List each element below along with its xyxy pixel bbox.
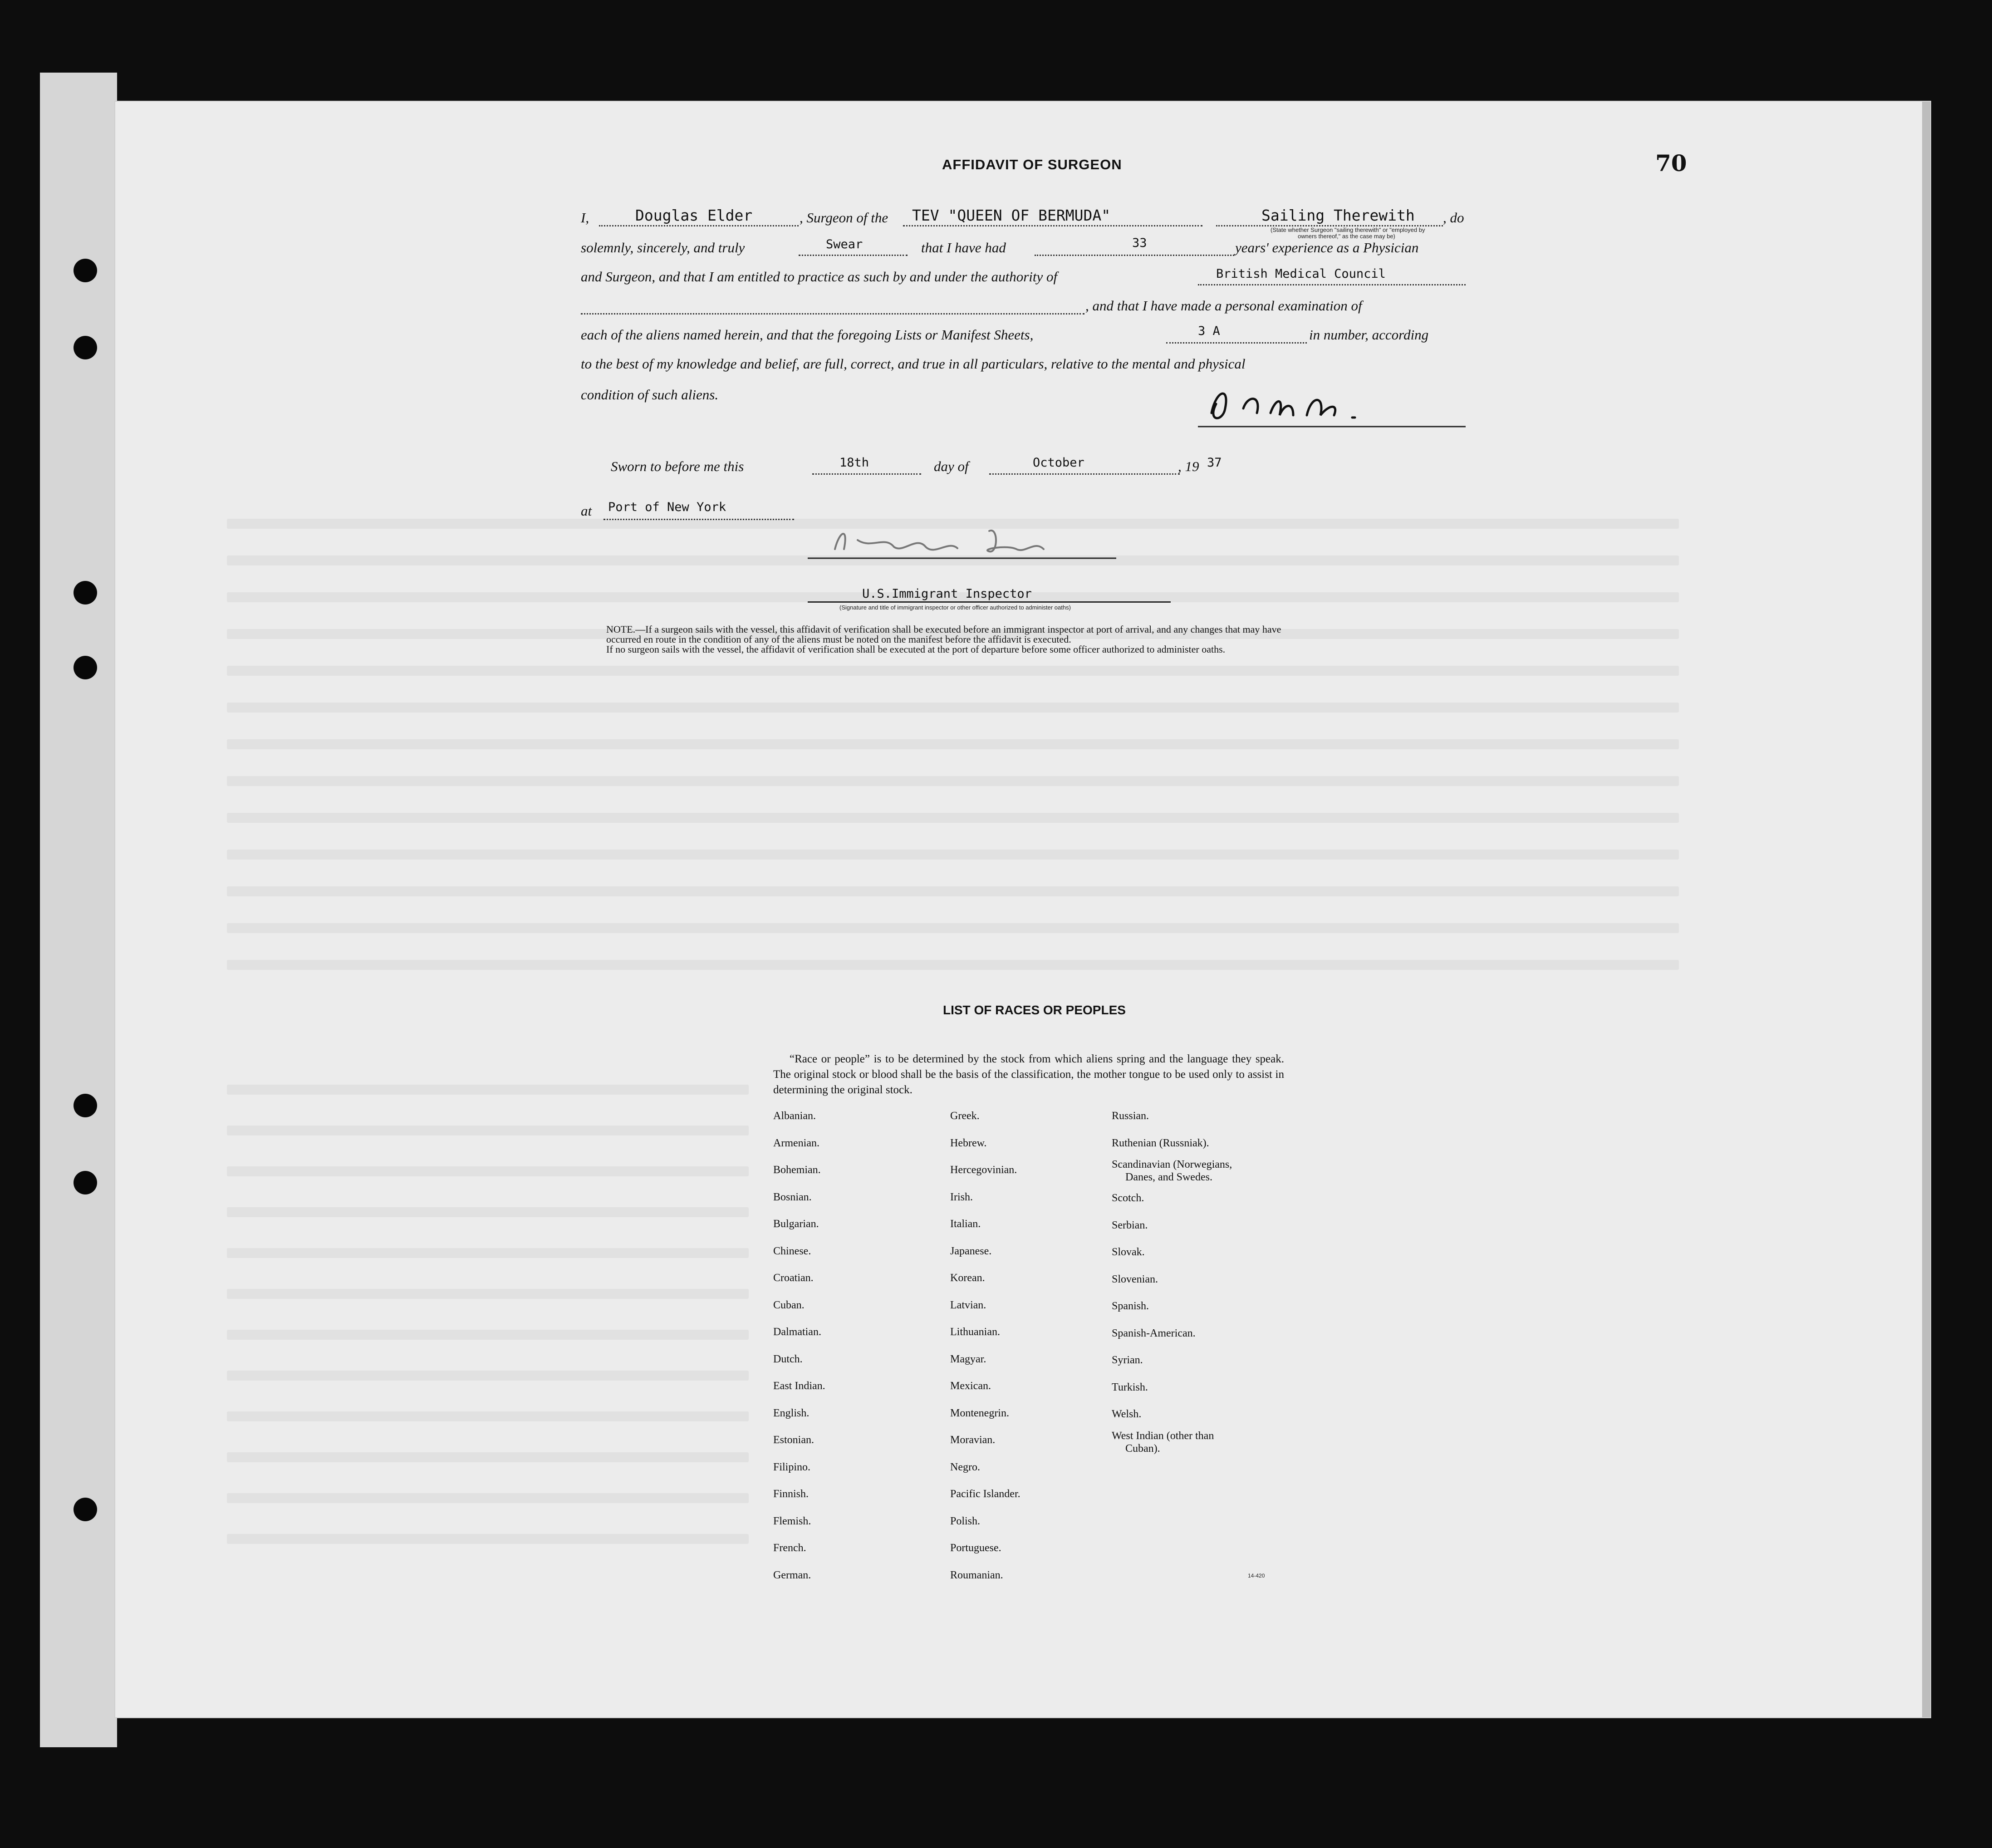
oath-word: Swear	[826, 237, 863, 251]
page-number: 70	[1655, 150, 1687, 177]
in-number-label: in number, according	[1309, 327, 1429, 343]
race-item: Finnish.	[773, 1488, 809, 1500]
race-item: Estonian.	[773, 1434, 814, 1446]
race-item: Syrian.	[1112, 1354, 1143, 1366]
form-title: AFFIDAVIT OF SURGEON	[942, 157, 1122, 172]
sheets-line	[1166, 342, 1307, 344]
affidavit-prefix: I,	[581, 210, 589, 226]
binding-strip	[40, 73, 117, 1747]
sworn-year: 37	[1207, 456, 1222, 470]
race-item: Dutch.	[773, 1353, 803, 1365]
race-item: Cuban.	[773, 1299, 805, 1311]
bleed-through-row	[227, 703, 1679, 713]
day-line	[812, 473, 921, 475]
race-item: Bosnian.	[773, 1191, 812, 1203]
manifest-sheets-label: each of the aliens named herein, and that the foregoing Lists or Manifest Sheets,	[581, 327, 1034, 343]
race-item: Armenian.	[773, 1137, 819, 1149]
race-item: Turkish.	[1112, 1381, 1148, 1393]
surgeon-of-label: , Surgeon of the	[800, 210, 888, 226]
inspector-signature	[808, 522, 1116, 563]
bleed-through-row	[227, 850, 1679, 860]
sworn-label: Sworn to before me this	[611, 458, 744, 474]
capacity-note: (State whether Surgeon "sailing therewith" or "employed by owners thereof," as the case may be)	[1271, 226, 1425, 240]
punch-hole	[74, 1171, 97, 1194]
bleed-through-row	[227, 666, 1679, 676]
page-edge	[1922, 102, 1930, 1717]
inspector-title-note: (Signature and title of immigrant inspector or other officer authorized to administer oaths)	[839, 604, 1071, 611]
vessel-name: TEV "QUEEN OF BERMUDA"	[912, 206, 1111, 224]
punch-hole	[74, 1094, 97, 1117]
month-line	[989, 473, 1180, 475]
race-item: Italian.	[950, 1218, 981, 1230]
punch-hole	[74, 1498, 97, 1521]
race-item: Dalmatian.	[773, 1326, 821, 1338]
races-column-3	[1112, 1103, 1232, 1456]
punch-hole	[74, 336, 97, 359]
condition-statement: condition of such aliens.	[581, 387, 719, 403]
races-column-1	[773, 1103, 825, 1589]
race-item: Roumanian.	[950, 1569, 1003, 1581]
surgeon-name-line	[599, 225, 799, 226]
race-item: Montenegrin.	[950, 1407, 1009, 1419]
vessel-line	[903, 225, 1202, 226]
solemnly-label: solemnly, sincerely, and truly	[581, 240, 745, 256]
race-item: Pacific Islander.	[950, 1488, 1021, 1500]
knowledge-statement: to the best of my knowledge and belief, are full, correct, and true in all particulars, relative to the mental and physical	[581, 356, 1246, 372]
bleed-through-row	[227, 1126, 749, 1135]
race-item: Japanese.	[950, 1245, 992, 1257]
form-number: 14-420	[1248, 1573, 1265, 1579]
bleed-through-row	[227, 1534, 749, 1544]
years-line	[1035, 255, 1234, 256]
race-item: Albanian.	[773, 1110, 816, 1122]
authority-label: and Surgeon, and that I am entitled to practice as such by and under the authority of	[581, 269, 1058, 285]
surgeon-name: Douglas Elder	[635, 206, 753, 224]
bleed-through-row	[227, 1207, 749, 1217]
medical-authority: British Medical Council	[1216, 267, 1386, 281]
bleed-through-row	[227, 1248, 749, 1258]
authority-continuation-line	[581, 313, 1084, 315]
race-item: Bohemian.	[773, 1164, 821, 1176]
bleed-through-row	[227, 886, 1679, 896]
race-item: Slovenian.	[1112, 1273, 1158, 1285]
bleed-through-row	[227, 813, 1679, 823]
surgeon-signature	[1198, 377, 1470, 431]
race-item: Bulgarian.	[773, 1218, 819, 1230]
sworn-day: 18th	[839, 456, 869, 470]
inspector-title-line	[808, 601, 1171, 603]
bleed-through-row	[227, 960, 1679, 970]
punch-hole	[74, 581, 97, 605]
sworn-place: Port of New York	[608, 500, 726, 514]
race-item: Spanish.	[1112, 1300, 1149, 1312]
race-item: Hercegovinian.	[950, 1164, 1017, 1176]
bleed-through-row	[227, 1166, 749, 1176]
race-item: Hebrew.	[950, 1137, 987, 1149]
bleed-through-row	[227, 923, 1679, 933]
sworn-month: October	[1033, 456, 1084, 470]
bleed-through-row	[227, 1371, 749, 1381]
race-item: Chinese.	[773, 1245, 811, 1257]
punch-hole	[74, 259, 97, 282]
race-item: German.	[773, 1569, 811, 1581]
oath-line	[799, 255, 908, 256]
race-item: Ruthenian (Russniak).	[1112, 1137, 1209, 1149]
race-item: Slovak.	[1112, 1246, 1145, 1258]
manifest-sheets-count: 3 A	[1198, 324, 1220, 338]
race-item: Spanish-American.	[1112, 1327, 1196, 1339]
race-item: Polish.	[950, 1515, 981, 1527]
race-item: Magyar.	[950, 1353, 986, 1365]
inspector-title: U.S.Immigrant Inspector	[862, 587, 1032, 601]
punch-hole	[74, 656, 97, 679]
bleed-through-row	[227, 1085, 749, 1095]
race-item: Welsh.	[1112, 1408, 1142, 1420]
bleed-through-row	[227, 1493, 749, 1503]
do-label: , do	[1443, 210, 1464, 226]
year-prefix: , 19	[1178, 458, 1199, 474]
race-item: English.	[773, 1407, 810, 1419]
race-item-scandinavian: Scandinavian (Norwegians, Danes, and Swedes.	[1112, 1159, 1232, 1183]
race-item: Scotch.	[1112, 1192, 1144, 1204]
surgeon-capacity: Sailing Therewith	[1261, 206, 1415, 224]
examination-label: , and that I have made a personal examination of	[1085, 298, 1362, 314]
authority-line	[1198, 284, 1466, 285]
race-item: Lithuanian.	[950, 1326, 1000, 1338]
races-column-2	[950, 1103, 1021, 1589]
race-item: Mexican.	[950, 1380, 991, 1392]
manifest-sheet	[114, 101, 1931, 1718]
race-item: Irish.	[950, 1191, 973, 1203]
bleed-through-row	[227, 776, 1679, 786]
bleed-through-row	[227, 1452, 749, 1462]
race-item: Flemish.	[773, 1515, 811, 1527]
race-item: Portuguese.	[950, 1542, 1001, 1554]
race-item: Croatian.	[773, 1272, 814, 1284]
years-experience: 33	[1132, 236, 1147, 250]
place-line	[603, 519, 794, 520]
years-experience-label: years' experience as a Physician	[1235, 240, 1419, 256]
bleed-through-row	[227, 1330, 749, 1340]
races-intro: “Race or people” is to be determined by the stock from which aliens spring and the language they speak. The original stock or blood shall be the basis of the classification, the mother tongue to be used only to assist in determining the original stock.	[773, 1053, 1284, 1096]
race-item: Negro.	[950, 1461, 980, 1473]
affidavit-note: NOTE.—If a surgeon sails with the vessel, this affidavit of verification shall be executed before an immigrant inspector at port of arrival, and any changes that may have occurred en route in the condition of any of the aliens must be noted on the manifest before the affidavit is executed. If no surgeon sails with the vessel, the affidavit of verification shall be executed at the port of departure before some officer authorized to administer oaths.	[606, 624, 1281, 655]
race-item: Korean.	[950, 1272, 985, 1284]
race-item: French.	[773, 1542, 806, 1554]
race-item: Latvian.	[950, 1299, 986, 1311]
race-item: Russian.	[1112, 1110, 1149, 1122]
race-item: Serbian.	[1112, 1219, 1148, 1231]
bleed-through-row	[227, 1411, 749, 1421]
race-item: Greek.	[950, 1110, 980, 1122]
race-item: East Indian.	[773, 1380, 825, 1392]
race-item: Filipino.	[773, 1461, 811, 1473]
day-of-label: day of	[934, 458, 969, 474]
bleed-through-row	[227, 1289, 749, 1299]
at-label: at	[581, 503, 592, 519]
race-item-west-indian: West Indian (other than Cuban).	[1112, 1430, 1214, 1455]
bleed-through-row	[227, 739, 1679, 749]
experience-label: that I have had	[921, 240, 1006, 256]
races-title: LIST OF RACES OR PEOPLES	[943, 1003, 1126, 1017]
race-item: Moravian.	[950, 1434, 996, 1446]
